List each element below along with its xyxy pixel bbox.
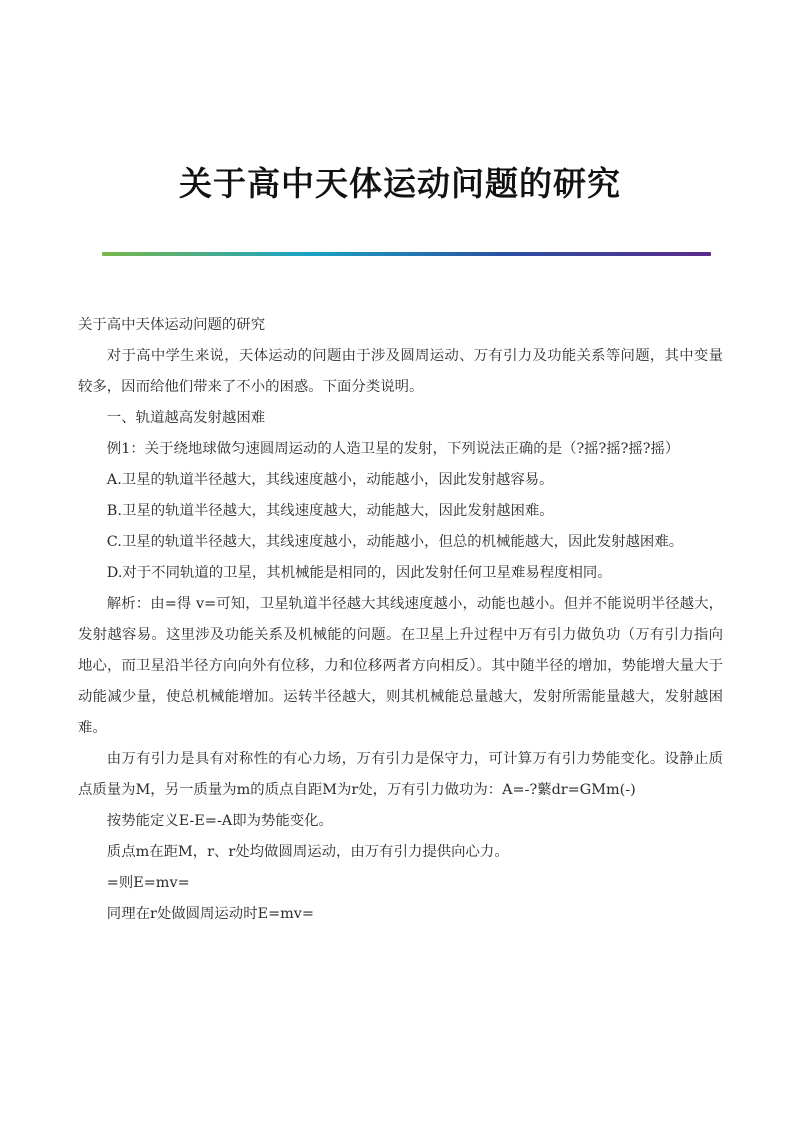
section-heading: 一、轨道越高发射越困难	[106, 410, 266, 426]
option-b: B.卫星的轨道半径越大，其线速度越大，动能越大，因此发射越困难。	[106, 503, 554, 519]
option-a: A.卫星的轨道半径越大，其线速度越小，动能越小，因此发射越容易。	[106, 472, 554, 488]
paragraph: 关于高中天体运动问题的研究	[78, 317, 266, 333]
analysis-paragraph: 解析：由=得 v=可知，卫星轨道半径越大其线速度越小，动能也越小。但并不能说明半径越大，发射越容易。这里涉及功能关系及机械能的问题。在卫星上升过程中万有引力做负功（万有引力指向地心，而卫星沿半径方向向外有位移，力和位移两者方向相反）。其中随半径的增加，势能增大量大于动能减少量，使总机械能增加。运转半径越大，则其机械能总量越大，发射所需能量越大，发射越困难。	[78, 596, 723, 736]
paragraph: =则E=mv=	[106, 875, 190, 891]
option-c: C.卫星的轨道半径越大，其线速度越小，动能越小，但总的机械能越大，因此发射越困难。	[106, 534, 684, 550]
option-d: D.对于不同轨道的卫星，其机械能是相同的，因此发射任何卫星难易程度相同。	[106, 565, 612, 581]
paragraph: 由万有引力是具有对称性的有心力场，万有引力是保守力，可计算万有引力势能变化。设静止质点质量为M，另一质量为m的质点自距M为r处，万有引力做功为：A=-?蘩dr=GMm(-)	[78, 751, 723, 798]
document-title: 关于高中天体运动问题的研究	[179, 164, 621, 203]
title-divider	[102, 252, 711, 256]
paragraph: 质点m在距M，r、r处均做圆周运动，由万有引力提供向心力。	[106, 844, 509, 860]
question-stem: 例1：关于绕地球做匀速圆周运动的人造卫星的发射，下列说法正确的是（?摇?摇?摇?摇）	[106, 441, 680, 457]
paragraph: 同理在r处做圆周运动时E=mv=	[106, 906, 314, 922]
document-body	[78, 310, 723, 930]
paragraph: 对于高中学生来说，天体运动的问题由于涉及圆周运动、万有引力及功能关系等问题，其中变量较多，因而给他们带来了不小的困惑。下面分类说明。	[78, 348, 723, 395]
paragraph: 按势能定义E-E=-A即为势能变化。	[106, 813, 333, 829]
